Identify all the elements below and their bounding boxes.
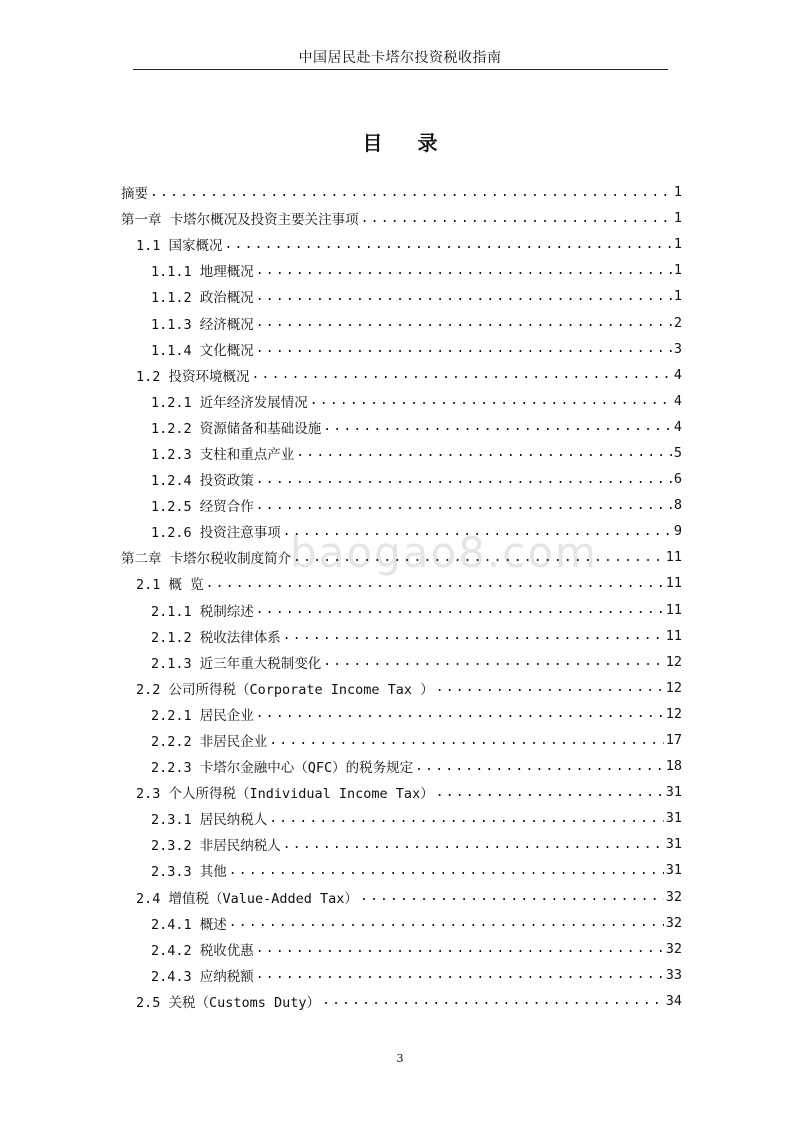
toc-leader-dots bbox=[323, 419, 672, 434]
toc-leader-dots bbox=[283, 524, 672, 539]
toc-leader-dots bbox=[256, 289, 672, 304]
toc-entry-label: 2.4 增值税（Value-Added Tax） bbox=[136, 890, 358, 907]
toc-entry[interactable] bbox=[121, 362, 682, 388]
toc-entry[interactable] bbox=[121, 466, 682, 492]
toc-entry-page: 11 bbox=[665, 549, 682, 566]
toc-entry-label: 1.2.1 近年经济发展情况 bbox=[151, 394, 308, 411]
toc-leader-dots bbox=[256, 498, 672, 513]
toc-leader-dots bbox=[256, 341, 672, 356]
toc-entry-label: 1.1 国家概况 bbox=[136, 238, 223, 255]
toc-entry-label: 第一章 卡塔尔概况及投资主要关注事项 bbox=[121, 212, 359, 229]
toc-entry-page: 4 bbox=[673, 366, 682, 383]
toc-entry-label: 2.1 概 览 bbox=[136, 577, 204, 594]
toc-leader-dots bbox=[252, 367, 672, 382]
toc-leader-dots bbox=[229, 863, 664, 878]
toc-entry[interactable] bbox=[121, 597, 682, 623]
watermark: baogao8.com bbox=[290, 528, 598, 577]
toc-entry-page: 3 bbox=[673, 340, 682, 357]
toc-entry[interactable] bbox=[121, 857, 682, 883]
toc-leader-dots bbox=[293, 550, 664, 565]
toc-entry-page: 4 bbox=[673, 392, 682, 409]
toc-entry-label: 2.2.2 非居民企业 bbox=[151, 734, 268, 751]
toc-leader-dots bbox=[256, 602, 664, 617]
toc-leader-dots bbox=[256, 263, 672, 278]
toc-leader-dots bbox=[225, 237, 672, 252]
toc-entry[interactable] bbox=[121, 884, 682, 910]
toc-entry-page: 18 bbox=[665, 758, 682, 775]
toc-entry-page: 33 bbox=[665, 966, 682, 983]
toc-entry[interactable] bbox=[121, 179, 682, 205]
toc-entry-label: 1.2 投资环境概况 bbox=[136, 368, 250, 385]
toc-leader-dots bbox=[269, 811, 663, 826]
toc-entry-label: 2.2 公司所得税（Corporate Income Tax ） bbox=[136, 681, 434, 698]
toc-entry[interactable] bbox=[121, 675, 682, 701]
toc-leader-dots bbox=[415, 759, 664, 774]
toc-entry[interactable] bbox=[121, 753, 682, 779]
toc-entry-label: 2.1.1 税制综述 bbox=[151, 603, 254, 620]
toc-entry-label: 1.2.5 经贸合作 bbox=[151, 499, 254, 516]
toc-entry[interactable] bbox=[121, 544, 682, 570]
toc-entry[interactable] bbox=[121, 231, 682, 257]
page-number: 3 bbox=[396, 1052, 404, 1065]
toc-entry[interactable] bbox=[121, 962, 682, 988]
toc-leader-dots bbox=[206, 576, 664, 591]
toc-entry-page: 11 bbox=[665, 575, 682, 592]
toc-entry-label: 1.2.6 投资注意事项 bbox=[151, 525, 281, 542]
toc-entry-label: 1.1.1 地理概况 bbox=[151, 264, 254, 281]
toc-entry[interactable] bbox=[121, 988, 682, 1014]
toc-entry-label: 2.5 关税（Customs Duty） bbox=[136, 994, 321, 1011]
toc-entry-label: 2.3.1 居民纳税人 bbox=[151, 812, 268, 829]
running-header: 中国居民赴卡塔尔投资税收指南 bbox=[298, 50, 502, 66]
toc-leader-dots bbox=[256, 315, 672, 330]
table-of-contents bbox=[121, 179, 682, 1014]
toc-entry[interactable] bbox=[121, 283, 682, 309]
toc-leader-dots bbox=[256, 472, 672, 487]
toc-entry-label: 1.2.2 资源储备和基础设施 bbox=[151, 420, 322, 437]
toc-entry-label: 2.3.3 其他 bbox=[151, 864, 227, 881]
toc-leader-dots bbox=[256, 967, 664, 982]
toc-leader-dots bbox=[256, 706, 664, 721]
toc-entry[interactable] bbox=[121, 779, 682, 805]
toc-entry-page: 8 bbox=[673, 497, 682, 514]
toc-entry-page: 1 bbox=[673, 262, 682, 279]
toc-entry-page: 1 bbox=[673, 236, 682, 253]
toc-entry-label: 2.4.2 税收优惠 bbox=[151, 942, 254, 959]
toc-entry[interactable] bbox=[121, 936, 682, 962]
toc-entry-label: 2.3.2 非居民纳税人 bbox=[151, 838, 281, 855]
toc-entry-label: 1.2.4 投资政策 bbox=[151, 473, 254, 490]
toc-entry[interactable] bbox=[121, 570, 682, 596]
toc-leader-dots bbox=[229, 915, 664, 930]
toc-entry[interactable] bbox=[121, 910, 682, 936]
toc-leader-dots bbox=[283, 837, 664, 852]
toc-entry-label: 摘要 bbox=[121, 186, 148, 203]
toc-leader-dots bbox=[360, 889, 664, 904]
toc-entry[interactable] bbox=[121, 336, 682, 362]
toc-entry-page: 17 bbox=[665, 732, 682, 749]
toc-entry[interactable] bbox=[121, 649, 682, 675]
toc-entry[interactable] bbox=[121, 701, 682, 727]
toc-entry[interactable] bbox=[121, 414, 682, 440]
toc-entry[interactable] bbox=[121, 309, 682, 335]
toc-entry-label: 第二章 卡塔尔税收制度简介 bbox=[121, 551, 292, 568]
toc-leader-dots bbox=[296, 445, 672, 460]
toc-entry-label: 1.1.4 文化概况 bbox=[151, 342, 254, 359]
toc-entry-page: 1 bbox=[673, 288, 682, 305]
toc-entry[interactable] bbox=[121, 727, 682, 753]
toc-entry-label: 2.2.3 卡塔尔金融中心（QFC）的税务规定 bbox=[151, 760, 414, 777]
toc-entry-page: 1 bbox=[673, 210, 682, 227]
toc-entry[interactable] bbox=[121, 205, 682, 231]
toc-entry[interactable] bbox=[121, 623, 682, 649]
toc-entry-page: 11 bbox=[665, 627, 682, 644]
toc-leader-dots bbox=[361, 211, 672, 226]
toc-entry-page: 9 bbox=[673, 523, 682, 540]
toc-entry-page: 31 bbox=[665, 836, 682, 853]
toc-entry[interactable] bbox=[121, 805, 682, 831]
toc-entry-page: 1 bbox=[673, 184, 682, 201]
toc-entry-label: 2.1.2 税收法律体系 bbox=[151, 629, 281, 646]
toc-entry-page: 31 bbox=[665, 784, 682, 801]
toc-entry[interactable] bbox=[121, 492, 682, 518]
toc-entry-page: 12 bbox=[665, 679, 682, 696]
toc-entry-page: 12 bbox=[665, 653, 682, 670]
toc-entry-page: 4 bbox=[673, 418, 682, 435]
toc-entry-page: 2 bbox=[673, 314, 682, 331]
toc-leader-dots bbox=[436, 680, 664, 695]
toc-leader-dots bbox=[322, 993, 664, 1008]
header-rule bbox=[133, 69, 668, 70]
toc-entry-page: 32 bbox=[665, 940, 682, 957]
toc-entry-page: 11 bbox=[665, 601, 682, 618]
toc-entry-label: 1.1.3 经济概况 bbox=[151, 316, 254, 333]
toc-entry-page: 12 bbox=[665, 705, 682, 722]
toc-entry-label: 2.2.1 居民企业 bbox=[151, 707, 254, 724]
toc-leader-dots bbox=[150, 185, 672, 200]
toc-leader-dots bbox=[269, 733, 663, 748]
toc-title: 目 录 bbox=[362, 131, 438, 155]
toc-entry-label: 1.2.3 支柱和重点产业 bbox=[151, 446, 295, 463]
toc-entry-page: 32 bbox=[665, 888, 682, 905]
toc-entry[interactable] bbox=[121, 257, 682, 283]
toc-entry-page: 31 bbox=[665, 810, 682, 827]
toc-leader-dots bbox=[323, 654, 663, 669]
toc-leader-dots bbox=[310, 393, 672, 408]
toc-entry[interactable] bbox=[121, 831, 682, 857]
toc-entry-page: 34 bbox=[665, 992, 682, 1009]
toc-entry[interactable] bbox=[121, 440, 682, 466]
toc-entry-label: 2.1.3 近三年重大税制变化 bbox=[151, 655, 322, 672]
toc-entry[interactable] bbox=[121, 388, 682, 414]
toc-entry-label: 1.1.2 政治概况 bbox=[151, 290, 254, 307]
toc-leader-dots bbox=[256, 941, 664, 956]
toc-entry-label: 2.4.3 应纳税额 bbox=[151, 968, 254, 985]
toc-entry-page: 5 bbox=[673, 444, 682, 461]
toc-entry-page: 31 bbox=[665, 862, 682, 879]
toc-entry[interactable] bbox=[121, 518, 682, 544]
toc-leader-dots bbox=[436, 785, 664, 800]
toc-entry-label: 2.3 个人所得税（Individual Income Tax） bbox=[136, 786, 434, 803]
toc-entry-page: 6 bbox=[673, 471, 682, 488]
toc-leader-dots bbox=[283, 628, 664, 643]
toc-entry-page: 32 bbox=[665, 914, 682, 931]
toc-entry-label: 2.4.1 概述 bbox=[151, 916, 227, 933]
